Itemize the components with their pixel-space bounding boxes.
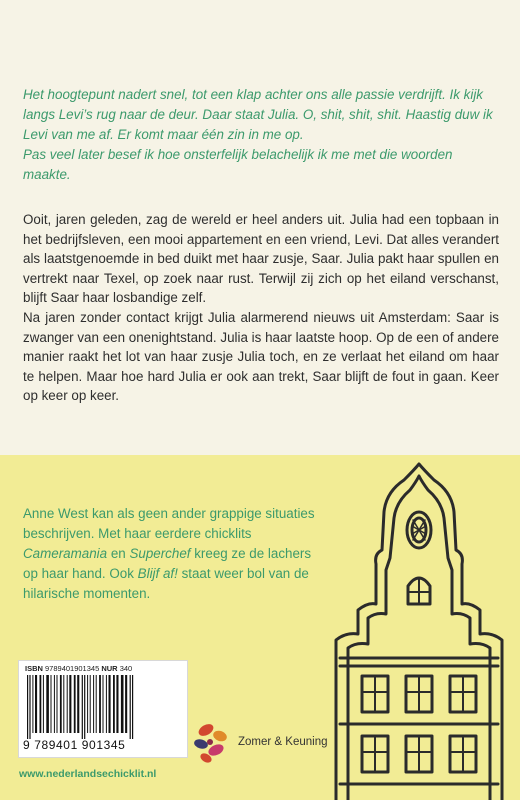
barcode-image — [25, 675, 181, 739]
author-text: Anne West kan als geen ander grappige situaties beschrijven. Met haar eerdere chicklits — [23, 506, 315, 541]
synopsis-paragraph: Na jaren zonder contact krijgt Julia alarmerend nieuws uit Amsterdam: Saar is zwanger van een onenightstand. Julia is haar laatste hoop. Op de een of andere manier raakt het lot van haar zusje Julia toch, en ze verlaat het eiland om haar te helpen. Maar hoe hard Julia er ook aan trekt, Saar blijft de fout in gaan. Keer op keer op keer. — [23, 309, 499, 404]
barcode-digits: 9 789401 901345 — [23, 738, 126, 752]
book-title: Blijf af! — [137, 566, 178, 581]
publisher-name: Zomer & Keuning — [238, 736, 328, 748]
book-title: Cameramania — [23, 546, 108, 561]
synopsis-paragraph: Ooit, jaren geleden, zag de wereld er heel anders uit. Julia had een topbaan in het bedrijfsleven, een mooi appartement en een vriend, Levi. Dat alles verandert als laatstgenoemde in bed duikt met haar zusje, Saar. Julia pakt haar spullen en vertrekt naar Texel, op zoek naar rust. Terwijl zij zich op het eiland verschanst, blijft Saar haar losbandige zelf. — [23, 212, 499, 306]
isbn-line — [25, 664, 132, 673]
isbn-label: ISBN — [25, 664, 43, 673]
author-text: en — [107, 546, 130, 561]
author-text: kreeg ze de lachers op haar hand. Ook — [23, 546, 312, 581]
canal-house-illustration — [326, 462, 512, 800]
author-note — [23, 504, 315, 604]
teaser-excerpt — [23, 85, 503, 185]
author-text: staat weer bol van de hilarische momenten. — [23, 566, 309, 601]
teaser-paragraph: Pas veel later besef ik hoe onsterfelijk belachelijk ik me met die woorden maakte. — [23, 147, 453, 182]
synopsis — [23, 210, 499, 406]
isbn-value: 9789401901345 — [45, 664, 100, 673]
book-title: Superchef — [129, 546, 191, 561]
publisher-logo-icon — [190, 718, 234, 766]
barcode-panel — [18, 660, 188, 758]
teaser-paragraph: Het hoogtepunt nadert snel, tot een klap achter ons alle passie verdrijft. Ik kijk langs Levi’s rug naar de deur. Daar staat Julia. O, shit, shit, shit. Haastig duw ik Levi van me af. Er komt maar één zin in me op. — [23, 87, 493, 142]
website-link[interactable]: www.nederlandsechicklit.nl — [19, 768, 157, 780]
nur-label: NUR — [101, 664, 118, 673]
nur-value: 340 — [119, 664, 133, 673]
